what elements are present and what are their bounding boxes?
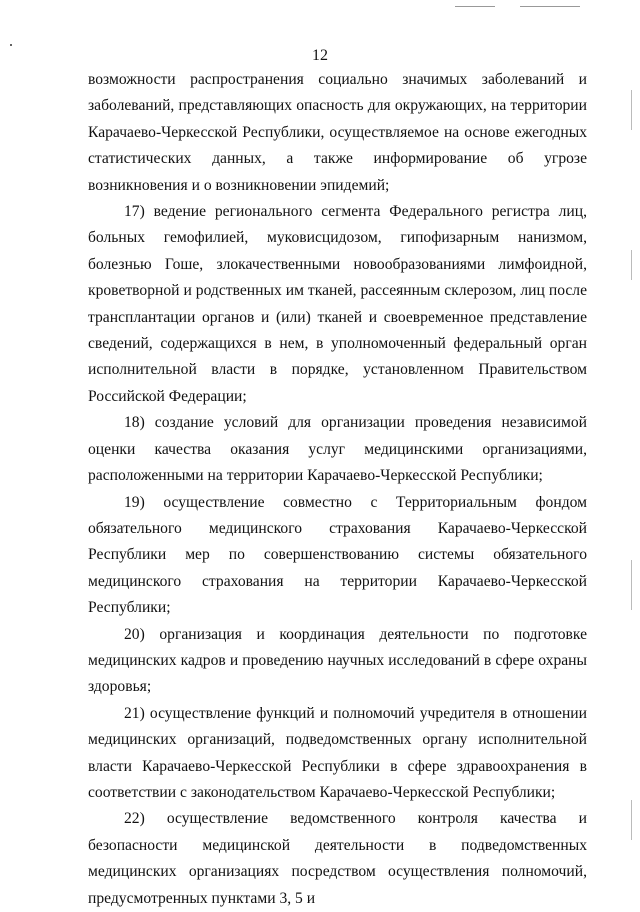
paragraph-item-20: 20) организация и координация деятельности по подготовке медицинских кадров и проведению научных исследований в сфере охраны здоровья; [88,625,587,696]
scan-top-mark [455,6,495,7]
scan-edge-line [631,800,632,840]
paragraph-item-18: 18) создание условий для организации проведения независимой оценки качества оказания услуг медицинскими организациями, расположенными на территории Карачаево-Черкесской Республики; [88,414,587,485]
paragraph-item-21: 21) осуществление функций и полномочий учредителя в отношении медицинских организаций, подведомственных органу исполнительной власти Карачаево-Черкесской Республики в сфере здравоохранения в соответствии с законодательством Карачаево-Черкесской Республики; [88,704,587,801]
scan-edge-line [631,560,632,610]
scan-edge-line [631,90,632,130]
page-number: 12 [312,47,328,64]
document-body [88,67,587,912]
paragraph-item-22: 22) осуществление ведомственного контроля качества и безопасности медицинской деятельности в подведомственных медицинских организациях посредством осуществления полномочий, предусмотренных пунктами 3, 5 и [88,810,587,907]
paragraph-item-17: 17) ведение регионального сегмента Федерального регистра лиц, больных гемофилией, муковисцидозом, гипофизарным нанизмом, болезнью Гоше, злокачественными новообразованиями лимфоидной, кроветворной и родственных им тканей, рассеянным склерозом, лиц после трансплантации органов и (или) тканей и своевременное представление сведений, содержащихся в нем, в уполномоченный федеральный орган исполнительной власти в порядке, установленном Правительством Российской Федерации; [88,203,587,405]
paragraph-item-19: 19) осуществление совместно с Территориальным фондом обязательного медицинского страхования Карачаево-Черкесской Республики мер по совершенствованию системы обязательного медицинского страхования на территории Карачаево-Черкесской Республики; [88,493,587,617]
scan-top-mark [520,6,580,7]
scan-edge-line [631,250,632,280]
paragraph-continuation-16: возможности распространения социально значимых заболеваний и заболеваний, представляющих опасность для окружающих, на территории Карачаево-Черкесской Республики, осуществляемое на основе ежегодных статистических данных, а также информирование об угрозе возникновения и о возникновении эпидемий; [88,71,587,194]
